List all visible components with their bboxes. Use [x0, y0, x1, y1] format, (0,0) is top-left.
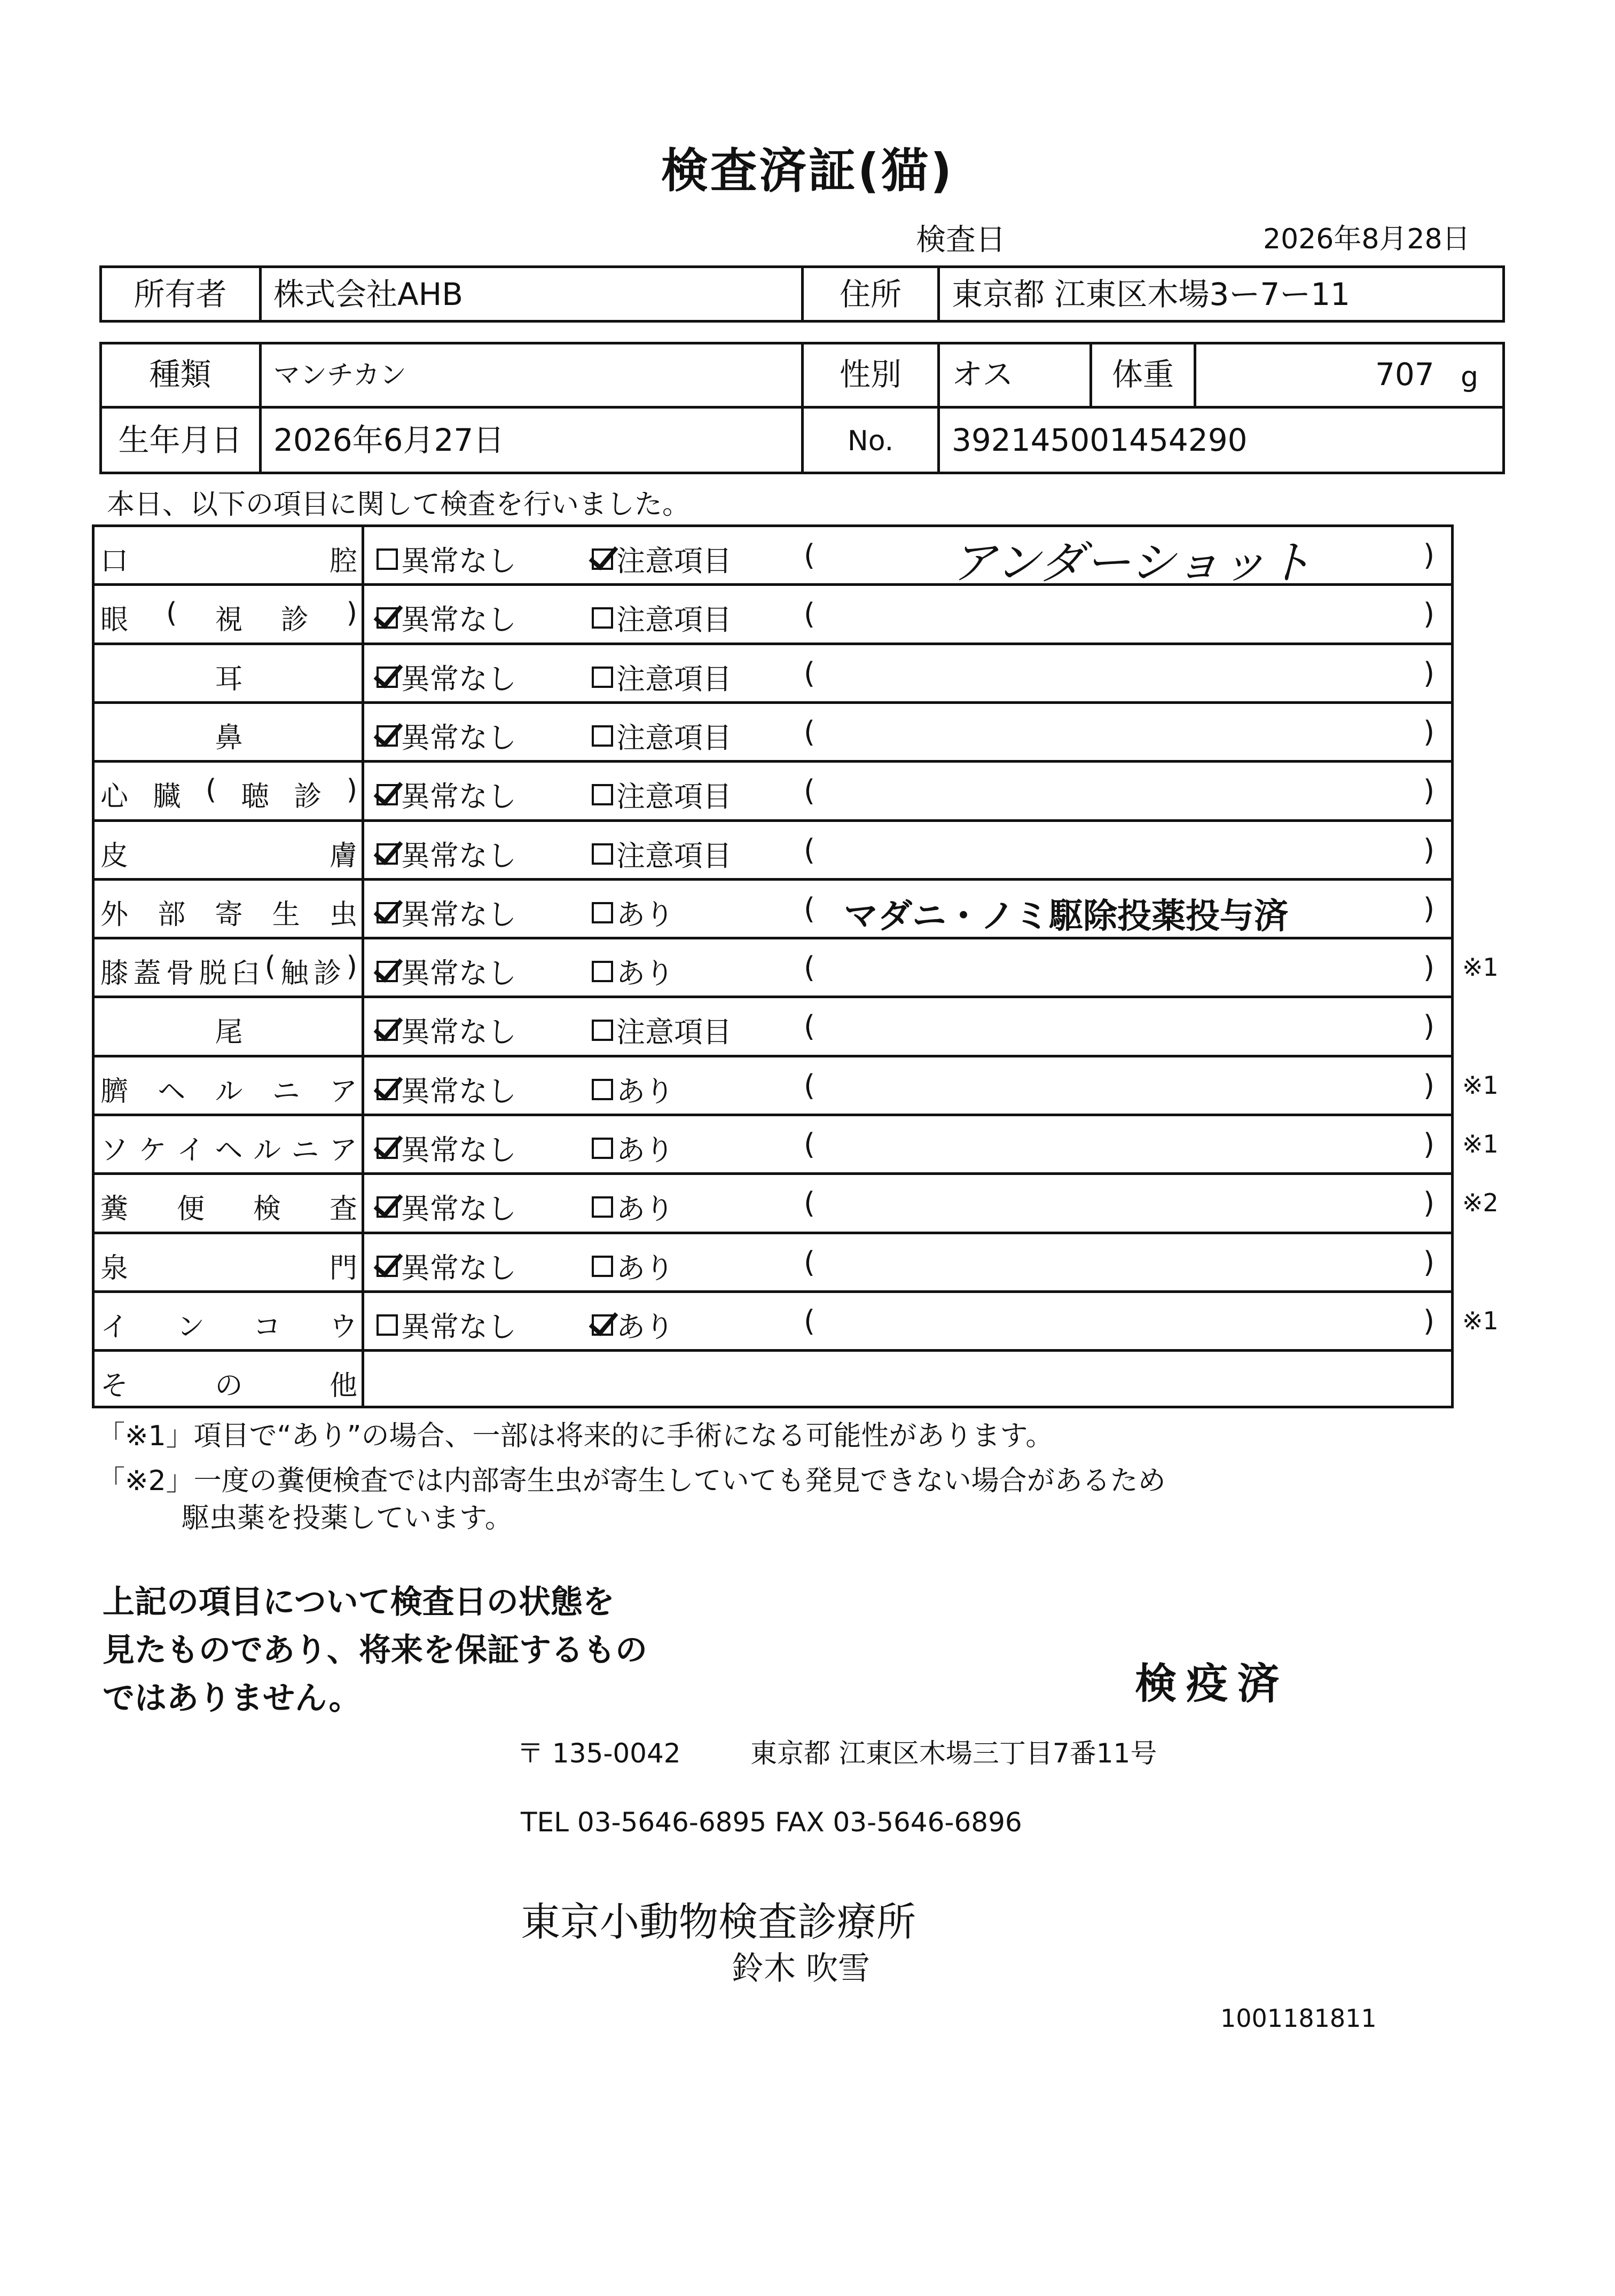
- breed-label: 種類: [149, 356, 211, 393]
- option-label: あり: [616, 1251, 674, 1285]
- second-option[interactable]: [592, 1245, 674, 1287]
- option-label: 異常なし: [401, 839, 516, 873]
- paren-open: (: [804, 715, 816, 749]
- option-label: 異常なし: [401, 544, 516, 578]
- checkbox-icon[interactable]: [592, 1256, 613, 1277]
- clinic-name: 東京小動物検査診療所: [521, 1899, 916, 1945]
- normal-option[interactable]: [377, 597, 516, 638]
- paren-open: (: [804, 597, 816, 631]
- number-label: No.: [847, 425, 894, 457]
- weight-unit: g: [1461, 361, 1479, 393]
- second-option[interactable]: [592, 1069, 674, 1110]
- option-label: 異常なし: [401, 662, 516, 696]
- paren-open: (: [804, 538, 816, 572]
- option-label: あり: [616, 1075, 674, 1108]
- number-value: 392145001454290: [952, 422, 1248, 458]
- row-divider: [92, 701, 1454, 704]
- checkbox-icon[interactable]: [377, 784, 398, 805]
- checkbox-icon[interactable]: [377, 961, 398, 982]
- checkbox-icon[interactable]: [377, 843, 398, 865]
- disclaimer-line: ではありません。: [103, 1680, 361, 1717]
- paren-open: (: [804, 892, 816, 926]
- checkbox-icon[interactable]: [592, 784, 613, 805]
- checkbox-icon[interactable]: [377, 725, 398, 747]
- option-label: あり: [616, 1310, 674, 1344]
- row-label: 眼 ( 視 診 ): [100, 597, 357, 636]
- reference-mark: ※1: [1462, 1130, 1499, 1158]
- paren-open: (: [804, 774, 816, 808]
- paren-open: (: [804, 1009, 816, 1043]
- paren-close: ): [1423, 1304, 1435, 1338]
- normal-option[interactable]: [377, 538, 516, 579]
- row-divider: [92, 819, 1454, 822]
- doctor-name: 鈴木 吹雪: [732, 1950, 871, 1987]
- option-label: 異常なし: [401, 1015, 516, 1049]
- checkbox-icon[interactable]: [592, 1079, 613, 1100]
- normal-option[interactable]: [377, 1009, 516, 1051]
- row-label: 膝 蓋 骨 脱 臼 ( 触 診 ): [100, 951, 357, 990]
- birthdate-value: 2026年6月27日: [273, 422, 505, 458]
- paren-open: (: [804, 833, 816, 867]
- paren-close: ): [1423, 833, 1435, 867]
- handwritten-note: アンダーショット: [951, 536, 1313, 590]
- second-option[interactable]: [592, 597, 732, 638]
- paren-close: ): [1423, 892, 1435, 926]
- checkbox-icon[interactable]: [592, 843, 613, 865]
- option-label: 異常なし: [401, 721, 516, 755]
- checkbox-icon[interactable]: [592, 607, 613, 629]
- normal-option[interactable]: [377, 715, 516, 756]
- row-label: 糞 便 検 査: [100, 1193, 357, 1225]
- row-divider: [92, 996, 1454, 998]
- checkbox-icon[interactable]: [377, 1020, 398, 1041]
- second-option[interactable]: [592, 833, 732, 874]
- document-title: 検査済証(猫): [661, 143, 954, 198]
- option-label: あり: [616, 957, 674, 990]
- paren-close: ): [1423, 774, 1435, 808]
- paren-open: (: [804, 1069, 816, 1102]
- normal-option[interactable]: [377, 833, 516, 874]
- option-label: 注意項目: [616, 1015, 732, 1049]
- option-label: あり: [616, 898, 674, 931]
- checkbox-icon[interactable]: [377, 1314, 398, 1336]
- option-label: 異常なし: [401, 898, 516, 931]
- reference-mark: ※1: [1462, 1071, 1499, 1100]
- clinic-phone-fax: TEL 03-5646-6895 FAX 03-5646-6896: [521, 1807, 1022, 1838]
- option-label: 注意項目: [616, 603, 732, 637]
- row-label: そ の 他: [100, 1370, 357, 1402]
- option-label: 注意項目: [616, 780, 732, 813]
- row-divider: [92, 1114, 1454, 1116]
- paren-close: ): [1423, 715, 1435, 749]
- row-divider: [92, 1290, 1454, 1293]
- paren-close: ): [1423, 1186, 1435, 1220]
- checkbox-icon[interactable]: [377, 1256, 398, 1277]
- row-divider: [92, 1172, 1454, 1175]
- intro-text: 本日、以下の項目に関して検査を行いました。: [107, 489, 691, 521]
- row-label: 心 臓 ( 聴 診 ): [100, 774, 357, 813]
- exam-date-value: 2026年8月28日: [1263, 223, 1470, 255]
- weight-label: 体重: [1111, 356, 1174, 393]
- normal-option[interactable]: [377, 1245, 516, 1287]
- normal-option[interactable]: [377, 774, 516, 815]
- checkbox-icon[interactable]: [377, 607, 398, 629]
- footnote-2: 「※2」一度の糞便検査では内部寄生虫が寄生していても発見できない場合があるため: [97, 1465, 1166, 1497]
- normal-option[interactable]: [377, 1069, 516, 1110]
- second-option[interactable]: [592, 1009, 732, 1051]
- row-label: 鼻: [215, 722, 243, 754]
- postal-code: 〒 135-0042: [517, 1738, 681, 1769]
- row-label: 臍 ヘ ル ニ ア: [100, 1076, 357, 1108]
- owner-label: 所有者: [134, 276, 227, 312]
- row-label: 尾: [215, 1016, 243, 1048]
- second-option[interactable]: [592, 656, 732, 698]
- option-label: あり: [616, 1192, 674, 1226]
- footnote-2-continued: 駆虫薬を投薬しています。: [182, 1502, 513, 1534]
- second-option[interactable]: [592, 715, 732, 756]
- row-note: マダニ・ノミ駆除投薬投与済: [844, 897, 1288, 936]
- second-option[interactable]: [592, 951, 674, 992]
- checkbox-icon[interactable]: [377, 902, 398, 923]
- checkbox-icon[interactable]: [592, 667, 613, 688]
- checkbox-icon[interactable]: [592, 961, 613, 982]
- second-option[interactable]: [592, 538, 732, 579]
- clinic-address: 東京都 江東区木場三丁目7番11号: [750, 1738, 1157, 1769]
- owner-value: 株式会社AHB: [273, 276, 464, 312]
- weight-value: 707: [1375, 356, 1434, 393]
- paren-open: (: [804, 1245, 816, 1279]
- address-label: 住所: [839, 276, 901, 312]
- row-divider: [92, 760, 1454, 763]
- paren-close: ): [1423, 951, 1435, 984]
- paren-close: ): [1423, 597, 1435, 631]
- serial-number: 1001181811: [1220, 2004, 1377, 2033]
- row-divider: [92, 1232, 1454, 1234]
- normal-option[interactable]: [377, 656, 516, 698]
- paren-open: (: [804, 951, 816, 984]
- normal-option[interactable]: [377, 1304, 516, 1345]
- checkbox-icon[interactable]: [592, 1138, 613, 1159]
- checkbox-icon[interactable]: [377, 548, 398, 570]
- paren-close: ): [1423, 1009, 1435, 1043]
- second-option[interactable]: [592, 1186, 674, 1227]
- option-label: 異常なし: [401, 957, 516, 990]
- birthdate-label: 生年月日: [118, 422, 242, 458]
- row-label: 泉 門: [100, 1252, 357, 1284]
- option-label: 異常なし: [401, 1075, 516, 1108]
- row-divider: [92, 1055, 1454, 1057]
- breed-value: マンチカン: [273, 359, 406, 390]
- option-label: 異常なし: [401, 1251, 516, 1285]
- normal-option[interactable]: [377, 892, 516, 933]
- exam-date-label: 検査日: [916, 223, 1006, 257]
- row-label: 外 部 寄 生 虫: [100, 899, 357, 931]
- second-option[interactable]: [592, 1127, 674, 1169]
- row-label: 耳: [215, 663, 243, 695]
- option-label: 異常なし: [401, 780, 516, 813]
- row-divider: [92, 642, 1454, 645]
- reference-mark: ※1: [1462, 953, 1499, 982]
- paren-close: ): [1423, 1069, 1435, 1102]
- checkbox-icon[interactable]: [592, 1196, 613, 1218]
- row-label: ソ ケ イ ヘ ル ニ ア: [100, 1134, 357, 1166]
- second-option[interactable]: [592, 892, 674, 933]
- option-label: 異常なし: [401, 1192, 516, 1226]
- reference-mark: ※2: [1462, 1188, 1499, 1217]
- address-value: 東京都 江東区木場3ー7ー11: [952, 276, 1351, 312]
- checkbox-icon[interactable]: [592, 1314, 613, 1336]
- paren-open: (: [804, 1127, 816, 1161]
- normal-option[interactable]: [377, 1186, 516, 1227]
- checkbox-icon[interactable]: [592, 548, 613, 570]
- option-label: 注意項目: [616, 544, 732, 578]
- checkbox-icon[interactable]: [377, 1138, 398, 1159]
- checkbox-icon[interactable]: [592, 725, 613, 747]
- paren-close: ): [1423, 1127, 1435, 1161]
- normal-option[interactable]: [377, 951, 516, 992]
- second-option[interactable]: [592, 774, 732, 815]
- disclaimer-line: 上記の項目について検査日の状態を: [103, 1584, 615, 1621]
- disclaimer-line: 見たものであり、将来を保証するもの: [103, 1632, 647, 1669]
- second-option[interactable]: [592, 1304, 674, 1345]
- option-label: 注意項目: [616, 721, 732, 755]
- paren-open: (: [804, 656, 816, 690]
- option-label: 注意項目: [616, 662, 732, 696]
- checkbox-icon[interactable]: [377, 667, 398, 688]
- sex-label: 性別: [839, 356, 901, 393]
- quarantine-stamp: 検疫済: [1135, 1660, 1289, 1708]
- row-label: 皮 膚: [100, 840, 357, 872]
- column-divider: [362, 524, 364, 1408]
- option-label: 異常なし: [401, 1133, 516, 1167]
- option-label: 異常なし: [401, 1310, 516, 1344]
- row-label: 口 腔: [100, 545, 357, 577]
- row-label: イ ン コ ウ: [100, 1311, 357, 1343]
- footnote-1: 「※1」項目で“あり”の場合、一部は将来的に手術になる可能性があります。: [97, 1420, 1054, 1452]
- checkbox-icon[interactable]: [377, 1079, 398, 1100]
- paren-open: (: [804, 1304, 816, 1338]
- reference-mark: ※1: [1462, 1306, 1499, 1335]
- paren-open: (: [804, 1186, 816, 1220]
- option-label: あり: [616, 1133, 674, 1167]
- paren-close: ): [1423, 656, 1435, 690]
- normal-option[interactable]: [377, 1127, 516, 1169]
- checkbox-icon[interactable]: [377, 1196, 398, 1218]
- row-divider: [92, 1349, 1454, 1352]
- row-divider: [92, 878, 1454, 881]
- option-label: 注意項目: [616, 839, 732, 873]
- disclaimer: [103, 1578, 647, 1722]
- checkbox-icon[interactable]: [592, 902, 613, 923]
- option-label: 異常なし: [401, 603, 516, 637]
- checkbox-icon[interactable]: [592, 1020, 613, 1041]
- paren-close: ): [1423, 538, 1435, 572]
- sex-value: オス: [952, 356, 1014, 393]
- paren-close: ): [1423, 1245, 1435, 1279]
